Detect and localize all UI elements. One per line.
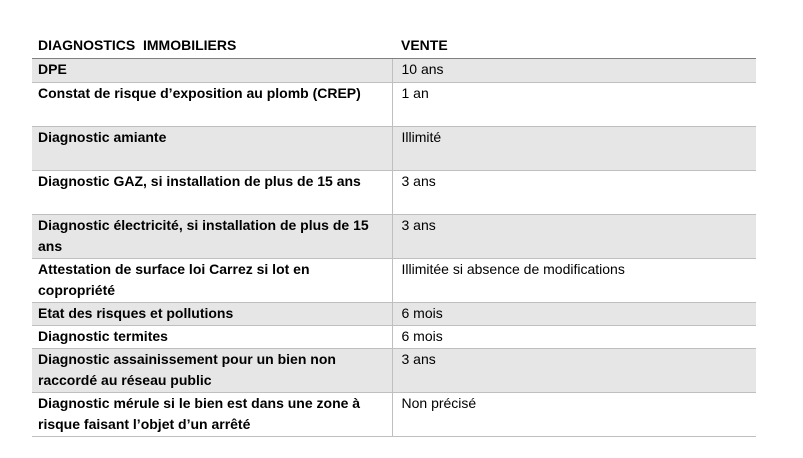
table-row (32, 259, 756, 303)
row-label: Diagnostic électricité, si installation de plus de 15 ans (32, 215, 392, 259)
table-row (32, 127, 756, 171)
row-value: 3 ans (392, 171, 756, 215)
table-row (32, 59, 756, 83)
row-value: 6 mois (392, 303, 756, 326)
header-vente: VENTE (392, 34, 756, 59)
row-value: 1 an (392, 83, 756, 127)
row-value: Illimitée si absence de modifications (392, 259, 756, 303)
row-value: Illimité (392, 127, 756, 171)
diagnostics-table (32, 34, 756, 437)
row-label: Diagnostic assainissement pour un bien non raccordé au réseau public (32, 349, 392, 393)
row-label: Etat des risques et pollutions (32, 303, 392, 326)
row-value: 3 ans (392, 349, 756, 393)
row-label: Constat de risque d’exposition au plomb (CREP) (32, 83, 392, 127)
row-label: DPE (32, 59, 392, 83)
row-value: 3 ans (392, 215, 756, 259)
row-value: Non précisé (392, 393, 756, 437)
row-value: 6 mois (392, 326, 756, 349)
row-label: Diagnostic GAZ, si installation de plus de 15 ans (32, 171, 392, 215)
row-label: Attestation de surface loi Carrez si lot en copropriété (32, 259, 392, 303)
table-row (32, 171, 756, 215)
table-row (32, 215, 756, 259)
table-row (32, 349, 756, 393)
table-row (32, 393, 756, 437)
row-value: 10 ans (392, 59, 756, 83)
table-row (32, 303, 756, 326)
row-label: Diagnostic amiante (32, 127, 392, 171)
table-row (32, 83, 756, 127)
table-header-row (32, 34, 756, 59)
row-label: Diagnostic mérule si le bien est dans une zone à risque faisant l’objet d’un arrêté (32, 393, 392, 437)
row-label: Diagnostic termites (32, 326, 392, 349)
header-diagnostics: DIAGNOSTICS IMMOBILIERS (32, 34, 392, 59)
table-row (32, 326, 756, 349)
